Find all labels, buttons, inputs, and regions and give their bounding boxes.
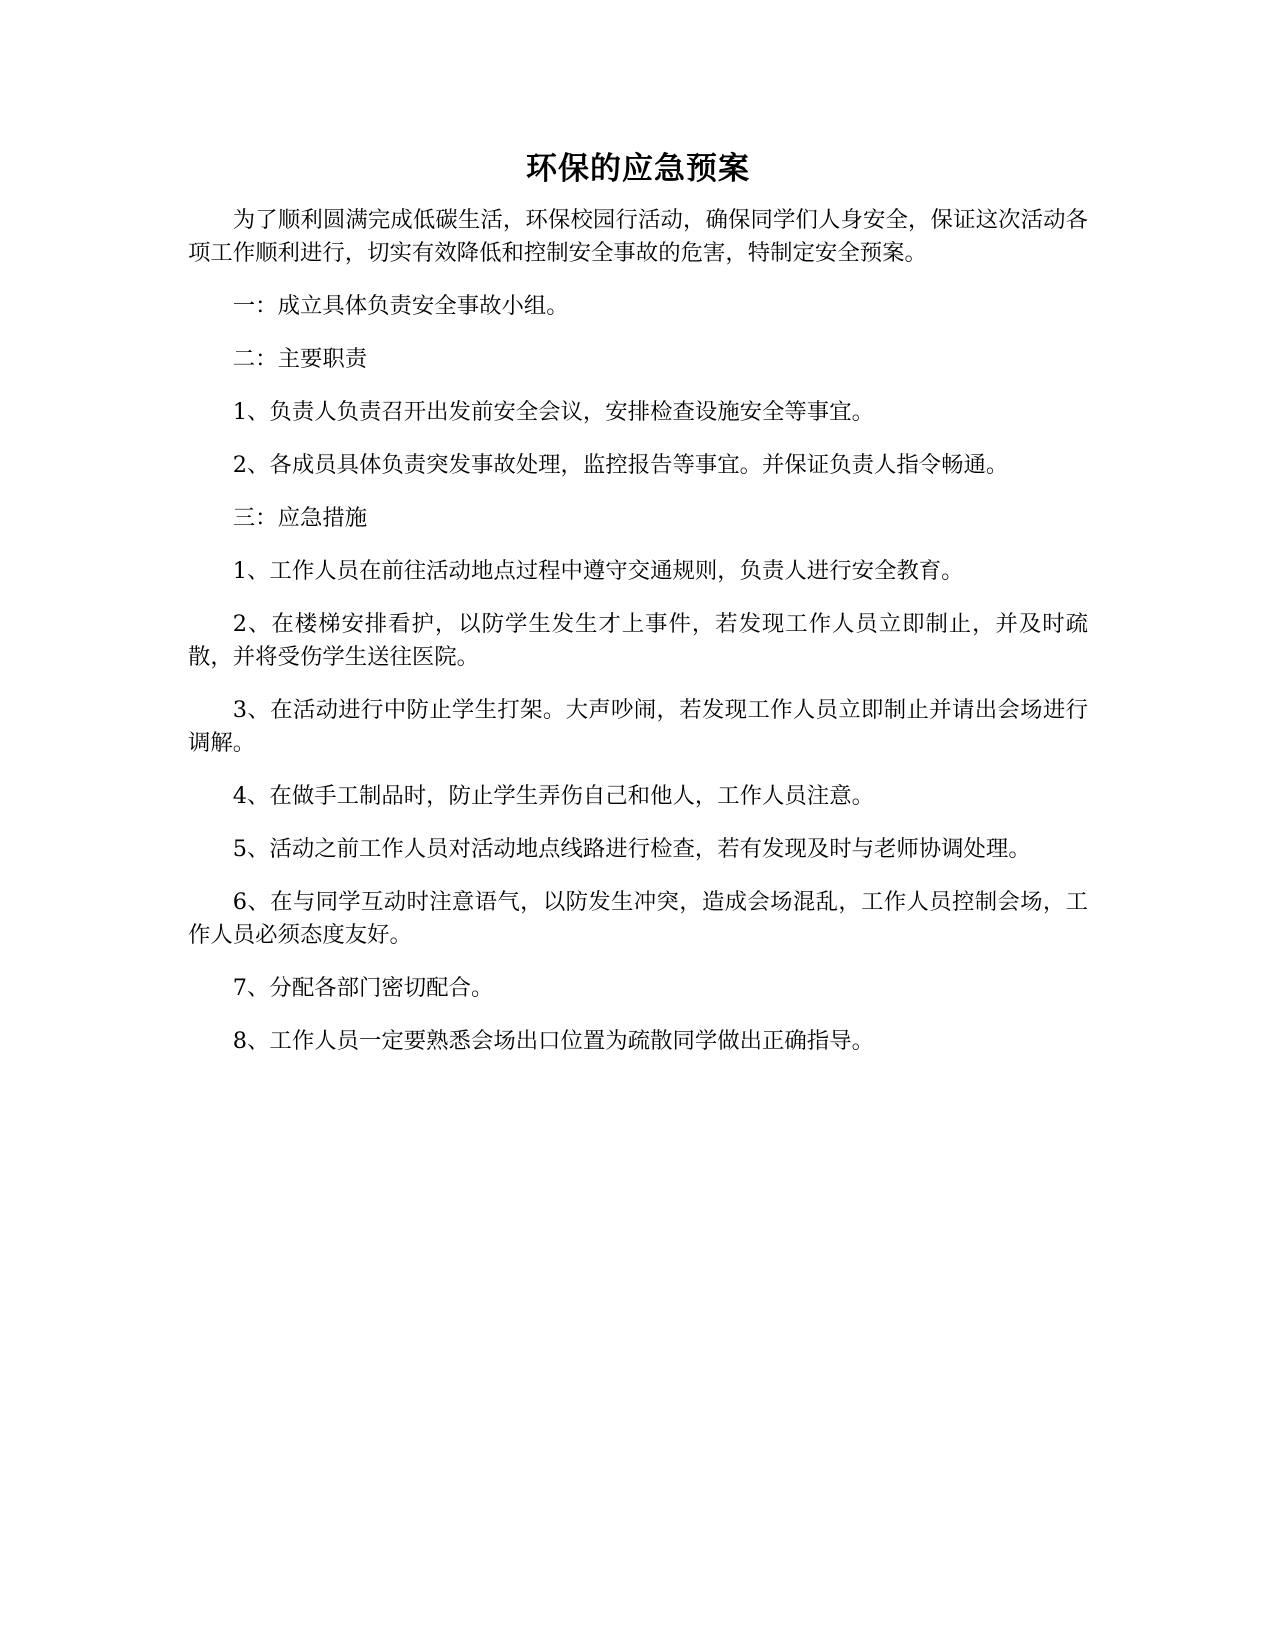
measure-item-8: 8、工作人员一定要熟悉会场出口位置为疏散同学做出正确指导。 xyxy=(232,1028,874,1054)
duty-item-2: 2、各成员具体负责突发事故处理，监控报告等事宜。并保证负责人指令畅通。 xyxy=(232,452,1009,478)
section-two-heading: 二：主要职责 xyxy=(232,346,368,372)
section-three-heading: 三：应急措施 xyxy=(232,505,368,531)
document-title: 环保的应急预案 xyxy=(526,151,750,187)
measure-item-6: 6、在与同学互动时注意语气，以防发生冲突，造成会场混乱，工作人员控制会场，工作人员必须态度友好。 xyxy=(188,889,1088,948)
measure-item-3: 3、在活动进行中防止学生打架。大声吵闹，若发现工作人员立即制止并请出会场进行调解。 xyxy=(188,697,1088,756)
section-one-heading: 一：成立具体负责安全事故小组。 xyxy=(232,293,569,319)
measure-item-4: 4、在做手工制品时，防止学生弄伤自己和他人，工作人员注意。 xyxy=(232,783,874,809)
duty-item-1: 1、负责人负责召开出发前安全会议，安排检查设施安全等事宜。 xyxy=(232,399,874,425)
measure-item-5: 5、活动之前工作人员对活动地点线路进行检查，若有发现及时与老师协调处理。 xyxy=(232,836,1031,862)
measure-item-1: 1、工作人员在前往活动地点过程中遵守交通规则，负责人进行安全教育。 xyxy=(232,558,964,584)
intro-paragraph: 为了顺利圆满完成低碳生活，环保校园行活动，确保同学们人身安全，保证这次活动各项工作顺利进行，切实有效降低和控制安全事故的危害，特制定安全预案。 xyxy=(188,207,1088,266)
measure-item-2: 2、在楼梯安排看护，以防学生发生才上事件，若发现工作人员立即制止，并及时疏散，并将受伤学生送往医院。 xyxy=(188,611,1088,670)
document-body xyxy=(188,148,1088,1058)
measure-item-7: 7、分配各部门密切配合。 xyxy=(232,975,494,1001)
